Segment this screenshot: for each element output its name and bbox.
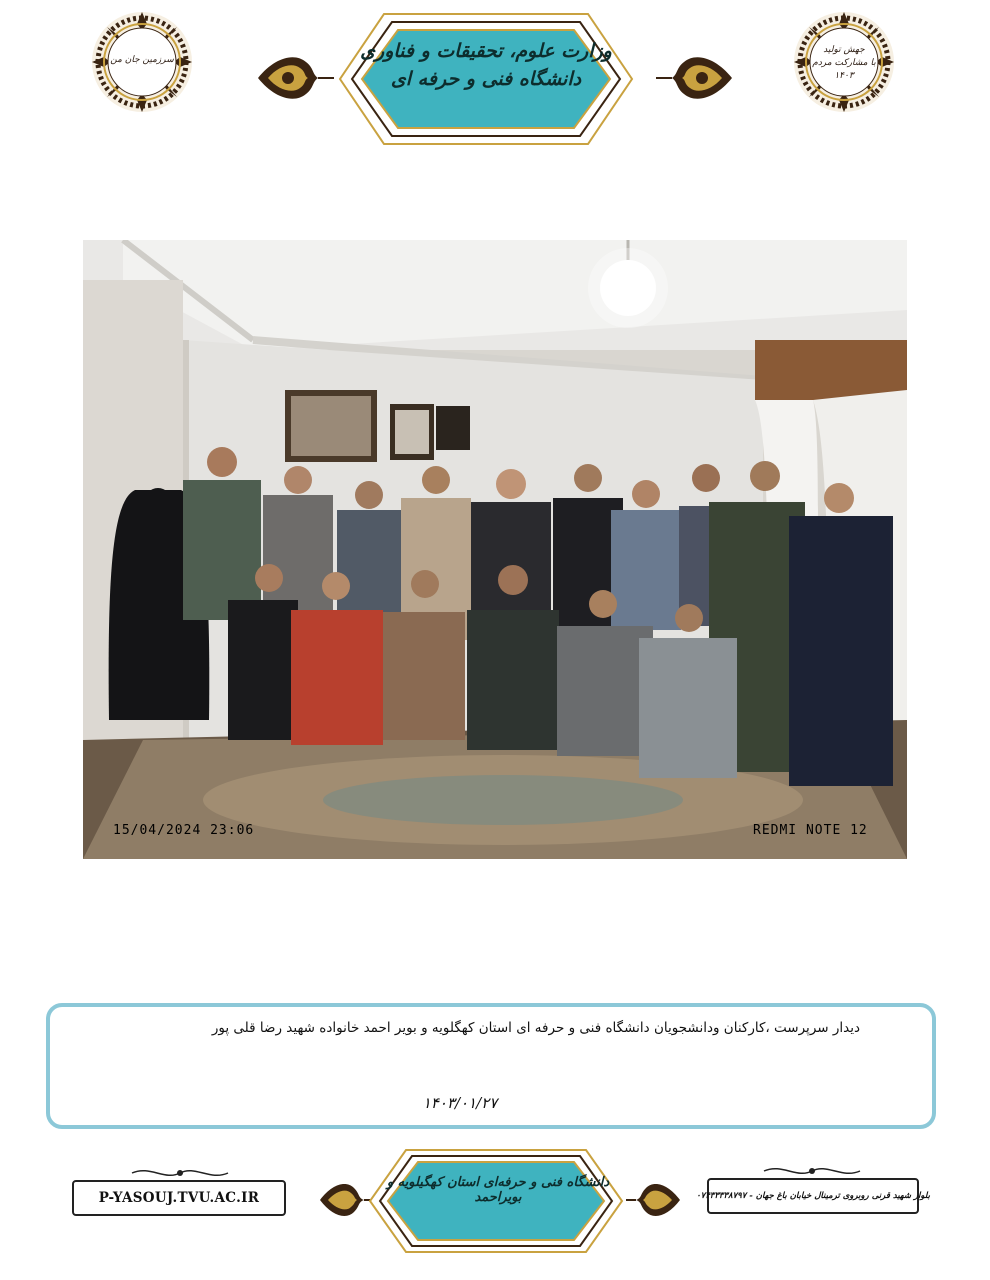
caption-text: دیدار سرپرست ،کارکنان ودانشجویان دانشگاه فنی و حرفه ای استان کهگلویه و بویر احمد خانواده شهید رضا قلی پور xyxy=(211,1020,860,1036)
right-rosette-text xyxy=(808,44,880,83)
right-rosette-line1: جهش تولید xyxy=(823,45,865,55)
address-box: بلوار شهید قرنی روبروی ترمینال خیابان باغ جهان - ۰۷۴۳۳۳۳۸۷۹۷ xyxy=(707,1178,919,1214)
header-title xyxy=(360,38,612,94)
right-rosette-line2: با مشارکت مردم xyxy=(812,58,876,68)
footer-left-ornament xyxy=(318,1178,374,1226)
photo-camera-watermark: REDMI NOTE 12 xyxy=(753,823,868,838)
university-title: دانشگاه فنی و حرفه ای xyxy=(390,68,582,90)
website-url: P-YASOUJ.TVU.AC.IR xyxy=(72,1180,286,1216)
ministry-title: وزارت علوم، تحقیقات و فناوری xyxy=(360,40,612,62)
left-rosette-text: سرزمین جان من xyxy=(110,55,174,65)
caption-date: ۱۴۰۳/۰۱/۲۷ xyxy=(422,1094,498,1112)
left-header-ornament xyxy=(254,48,334,112)
footer-university-title: دانشگاه فنی و حرفه‌ای استان کهگیلویه و بویراحمد xyxy=(386,1175,610,1205)
right-rosette-line3: ۱۴۰۳ xyxy=(834,71,854,81)
right-header-ornament xyxy=(656,48,736,112)
footer-right-ornament xyxy=(626,1178,682,1226)
group-photo xyxy=(83,240,907,859)
photo-timestamp: 15/04/2024 23:06 xyxy=(113,823,255,838)
